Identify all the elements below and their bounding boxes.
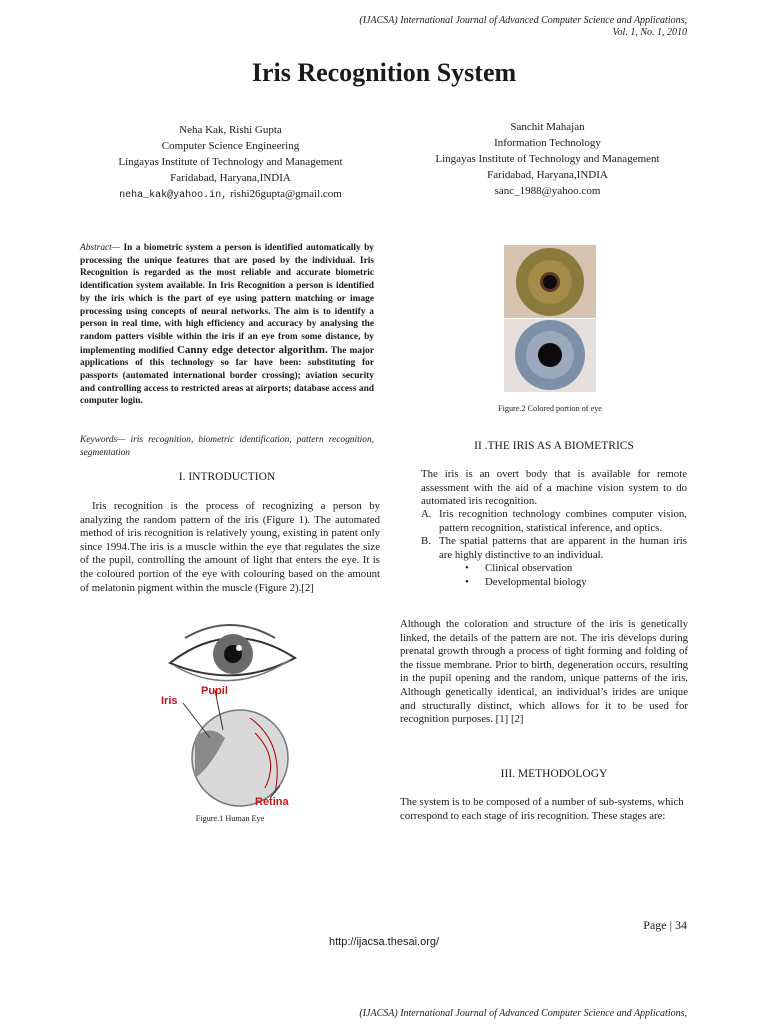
paper-title: Iris Recognition System — [251, 58, 517, 87]
author-dept: Computer Science Engineering — [161, 140, 300, 152]
section2-paragraph — [400, 618, 688, 727]
section2-intro — [421, 468, 687, 509]
running-header — [359, 15, 687, 39]
bullet-item — [421, 576, 687, 590]
author-city: Faridabad, Haryana,INDIA — [487, 169, 608, 181]
list-item-text: The spatial patterns that are apparent in the human iris are highly distinctive to an individual. — [439, 535, 687, 561]
figure-1-caption: Figure.1 Human Eye — [195, 814, 265, 823]
section2-list — [421, 508, 687, 589]
keywords — [80, 434, 374, 459]
section3-text: The system is to be composed of a number of sub-systems, which correspond to each stage of iris recognition. These stages are: — [400, 796, 684, 822]
email-rishi: rishi26gupta@gmail.com — [227, 188, 342, 200]
label-iris: Iris — [161, 695, 178, 707]
section-heading-iris-biometrics: II .THE IRIS AS A BIOMETRICS — [474, 440, 634, 452]
bullet-text: Clinical observation — [485, 562, 573, 574]
list-item-text: Iris recognition technology combines computer vision, pattern recognition, statistical inference, and optics. — [439, 508, 687, 534]
intro-text: Iris recognition is the process of recognizing a person by analyzing the random pattern of the iris (Figure 1). The automated method of iris recognition is relatively young, existing in patent only since 1994.The iris is a muscle within the eye that regulates the size of the pupil, controlling the amount of light that enters the eye. It is the coloured portion of the eye with colouring based on the amount of melatonin pigment within the muscle (Figure 2).[2] — [80, 500, 380, 594]
page-number: Page | 34 — [643, 918, 687, 932]
pupil-bottom — [538, 343, 562, 367]
abstract-algorithm: Canny edge detector algorithm. — [176, 343, 328, 356]
section-heading-introduction: I. INTRODUCTION — [178, 471, 276, 483]
author-city: Faridabad, Haryana,INDIA — [170, 172, 291, 184]
abstract-text: In a biometric system a person is identified automatically by processing the unique features that are posed by the individual. Iris Recognition is regarded as the most reliable and accurate biometric identification system available. In Iris Recognition a person is identified by the iris which is the part of eye using pattern matching or image processing using concepts of neural networks. The aim is to identify a person in real time, with high efficiency and accuracy by analysing the random patters visible within the iris if an eye from some distance, by implementing modified — [80, 243, 374, 356]
keywords-text: iris recognition, biometric identification, pattern recognition, segmentation — [80, 435, 374, 458]
abstract-label: Abstract— — [80, 243, 121, 253]
author-dept: Information Technology — [494, 137, 601, 149]
author-names: Sanchit Mahajan — [510, 121, 585, 133]
bullet-text: Developmental biology — [485, 575, 587, 588]
intro-paragraph — [80, 500, 380, 595]
figure-human-eye — [155, 618, 305, 813]
list-item — [421, 508, 687, 535]
author-block-right — [395, 119, 700, 199]
list-item — [421, 535, 687, 562]
list-marker: A. — [421, 508, 432, 520]
bullet-dot: • — [465, 562, 469, 574]
section3-paragraph — [400, 796, 688, 823]
section2-paragraph-text: Although the coloration and structure of the iris is genetically linked, the details of the pattern are not. The iris develops during prenatal growth through a process of tight forming and folding of the tissue membrane. Prior to birth, degeneration occurs, resulting in the pupil opening and the random, unique patterns of the iris. Although genetically identical, an individual’s irides are unique and structurally distinct, which allows for it to be used for recognition purposes. [1] [2] — [400, 618, 688, 726]
bullet-item — [421, 562, 687, 576]
abstract — [80, 242, 374, 408]
author-block-left — [78, 122, 383, 204]
author-emails — [78, 186, 383, 204]
bullet-dot: • — [465, 575, 469, 588]
section-heading-methodology: III. METHODOLOGY — [500, 768, 608, 780]
author-names: Neha Kak, Rishi Gupta — [179, 124, 282, 136]
label-pupil: Pupil — [201, 685, 228, 697]
pupil-top — [543, 275, 557, 289]
journal-url[interactable]: http://ijacsa.thesai.org/ — [328, 936, 440, 948]
eye-highlight — [236, 645, 242, 651]
figure-2-caption: Figure.2 Colored portion of eye — [498, 404, 602, 413]
author-institute: Lingayas Institute of Technology and Management — [118, 156, 343, 168]
volume-info: Vol. 1, No. 1, 2010 — [612, 27, 687, 38]
section2-intro-text: The iris is an overt body that is available for remote assessment with the aid of a machine vision system to do automated iris recognition. — [421, 468, 687, 508]
author-email: sanc_1988@yahoo.com — [494, 185, 601, 197]
iris-photos-svg — [504, 245, 596, 392]
label-retina: Retina — [255, 796, 289, 808]
keywords-label: Keywords— — [80, 435, 126, 445]
iris-leader — [183, 703, 210, 738]
running-footer: (IJACSA) International Journal of Advanced Computer Science and Applications, — [359, 1008, 687, 1019]
email-neha: neha_kak@yahoo.in, — [119, 190, 228, 201]
abstract-text-2: The major applications of this technology so far have been: substituting for passports (automated international border crossing); aviation security and controlling access to restricted areas at airports; database access and computer login. — [80, 345, 374, 407]
author-institute: Lingayas Institute of Technology and Management — [435, 153, 660, 165]
list-marker: B. — [421, 535, 431, 547]
journal-name: (IJACSA) International Journal of Advanced Computer Science and Applications, — [359, 15, 687, 26]
eye-diagram — [155, 618, 305, 813]
figure-iris-photos — [504, 245, 596, 392]
